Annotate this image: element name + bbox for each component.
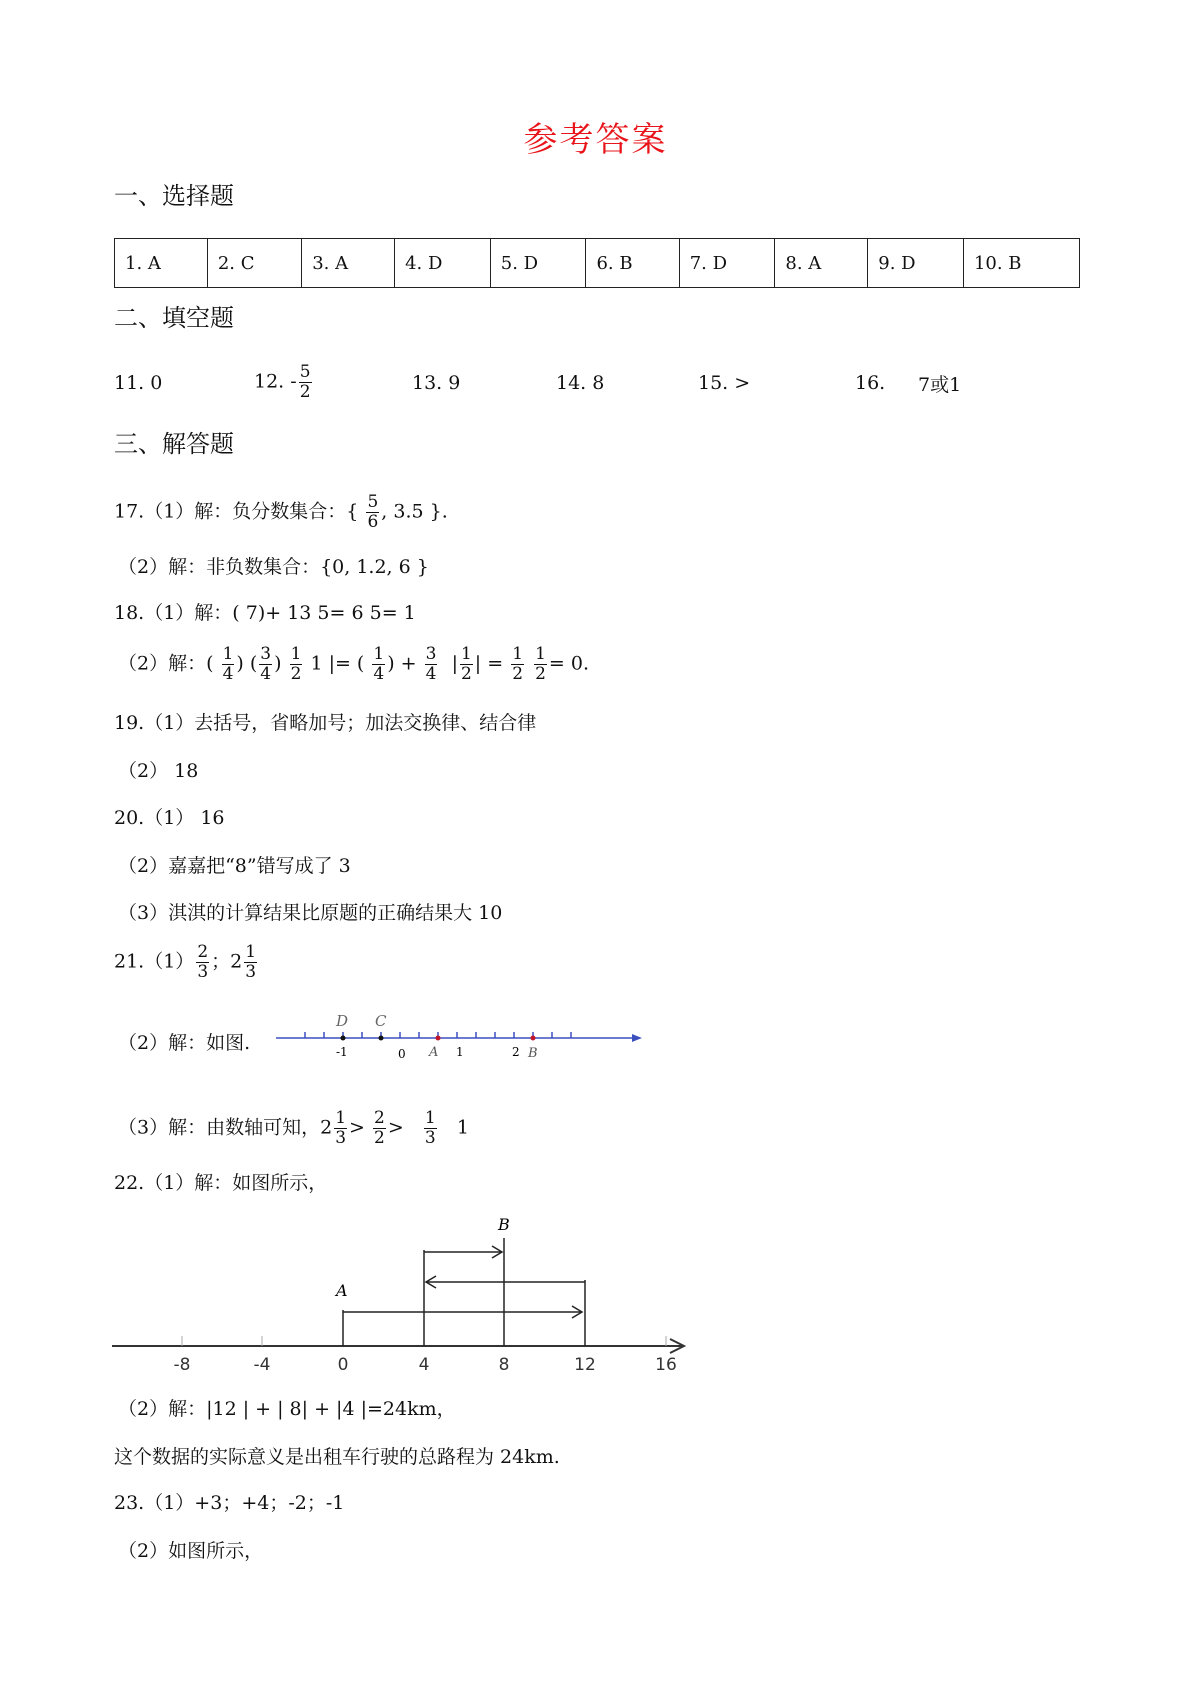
fraction bbox=[222, 646, 235, 683]
label-b: B bbox=[498, 1215, 510, 1234]
answer-cell: 9. D bbox=[868, 239, 964, 288]
choice-answer-table bbox=[114, 238, 1080, 288]
answer-cell: 5. D bbox=[490, 239, 586, 288]
tick-label-2: 2 bbox=[512, 1045, 520, 1059]
q17-part2: （2）解：非负数集合：{0, 1.2, 6 } bbox=[118, 556, 429, 578]
fraction bbox=[424, 1110, 437, 1147]
denominator: 6 bbox=[367, 512, 379, 532]
answer-cell: 8. A bbox=[775, 239, 868, 288]
tick-label: -4 bbox=[253, 1355, 271, 1375]
tick-label: 12 bbox=[574, 1355, 596, 1375]
fill-answer-11: 11. 0 bbox=[114, 372, 163, 394]
denominator: 3 bbox=[424, 1128, 436, 1148]
numerator: 1 bbox=[335, 1108, 347, 1128]
text: ) bbox=[274, 652, 282, 675]
answer-cell: 3. A bbox=[302, 239, 395, 288]
fill-12-prefix: 12. - bbox=[254, 370, 297, 393]
label-b: B bbox=[528, 1046, 538, 1061]
text: 1 |= ( bbox=[310, 652, 365, 675]
tick-label-1: 1 bbox=[456, 1045, 464, 1059]
tick-label: -8 bbox=[173, 1355, 191, 1375]
answer-cell: 10. B bbox=[963, 239, 1079, 288]
q18-part1: 18.（1）解：( 7)+ 13 5= 6 5= 1 bbox=[114, 602, 416, 624]
text: ) + bbox=[387, 652, 417, 675]
section-heading-choice: 一、选择题 bbox=[114, 182, 234, 210]
q17-text: 17.（1）解：负分数集合：{ bbox=[114, 500, 359, 523]
q17-text-rest: , 3.5 }. bbox=[381, 500, 448, 523]
point-a bbox=[436, 1036, 441, 1041]
q22-part1: 22.（1）解：如图所示， bbox=[114, 1172, 328, 1194]
q19-part1: 19.（1）去括号，省略加号；加法交换律、结合律 bbox=[114, 712, 537, 734]
text: （2）解：( bbox=[118, 652, 214, 675]
fill-answer-16-label: 16. bbox=[855, 372, 886, 394]
q20-part2: （2）嘉嘉把“8”错写成了 3 bbox=[118, 855, 351, 877]
point-c bbox=[379, 1036, 384, 1041]
fraction bbox=[425, 646, 438, 683]
section-heading-solve: 三、解答题 bbox=[114, 430, 234, 458]
text: = 0. bbox=[548, 652, 590, 675]
q20-part1: 20.（1） 16 bbox=[114, 807, 225, 829]
text: > bbox=[349, 1116, 365, 1139]
number-line-figure bbox=[276, 1008, 656, 1063]
section-heading-fill: 二、填空题 bbox=[114, 304, 234, 332]
text: ) ( bbox=[236, 652, 258, 675]
numerator: 3 bbox=[425, 644, 437, 664]
denominator: 4 bbox=[425, 664, 437, 684]
axis-arrow bbox=[632, 1034, 642, 1042]
label-d: D bbox=[336, 1012, 349, 1030]
numerator: 1 bbox=[290, 644, 302, 664]
numerator: 5 bbox=[367, 492, 379, 512]
label-a: A bbox=[429, 1045, 439, 1060]
text: | bbox=[451, 652, 458, 675]
q21-part2: （2）解：如图. bbox=[118, 1032, 251, 1054]
fraction bbox=[244, 944, 257, 981]
text: | = bbox=[474, 652, 504, 675]
fraction bbox=[366, 494, 379, 531]
answer-cell: 2. C bbox=[207, 239, 301, 288]
answer-cell: 1. A bbox=[115, 239, 208, 288]
text: ；2 bbox=[211, 950, 243, 973]
tick-label: 16 bbox=[655, 1355, 677, 1375]
taxi-route-figure bbox=[112, 1208, 702, 1378]
point-b bbox=[531, 1036, 536, 1041]
q23-part1: 23.（1）+3；+4；-2；-1 bbox=[114, 1492, 345, 1514]
fill-answer-15: 15. > bbox=[698, 372, 751, 394]
numerator: 1 bbox=[535, 644, 546, 664]
answer-cell: 4. D bbox=[395, 239, 491, 288]
q23-part2: （2）如图所示， bbox=[118, 1540, 264, 1562]
fraction bbox=[460, 646, 473, 683]
denominator: 2 bbox=[460, 664, 472, 684]
q18-part2 bbox=[118, 646, 589, 683]
fraction bbox=[511, 646, 524, 683]
denominator: 2 bbox=[535, 664, 546, 684]
numerator: 1 bbox=[373, 644, 385, 664]
q20-part3: （3）淇淇的计算结果比原题的正确结果大 10 bbox=[118, 902, 503, 924]
denominator: 3 bbox=[245, 962, 257, 982]
page-title: 参考答案 bbox=[523, 120, 668, 160]
route-lines bbox=[343, 1238, 585, 1346]
tick-label: 4 bbox=[418, 1355, 430, 1375]
q19-part2: （2） 18 bbox=[118, 760, 199, 782]
q17-part1 bbox=[114, 494, 448, 531]
denominator: 4 bbox=[260, 664, 272, 684]
q22-part3: 这个数据的实际意义是出租车行驶的总路程为 24km. bbox=[114, 1446, 560, 1468]
fraction bbox=[290, 646, 303, 683]
denominator: 3 bbox=[197, 962, 209, 982]
q21-part1 bbox=[114, 944, 259, 981]
point-d bbox=[341, 1036, 346, 1041]
label-a: A bbox=[336, 1281, 348, 1300]
numerator: 2 bbox=[197, 942, 209, 962]
fill-answer-16: 7或1 bbox=[918, 374, 962, 396]
answer-cell: 6. B bbox=[586, 239, 679, 288]
text: 21.（1） bbox=[114, 950, 195, 973]
denominator: 3 bbox=[335, 1128, 347, 1148]
fraction bbox=[372, 646, 385, 683]
numerator: 2 bbox=[373, 1108, 385, 1128]
text: > bbox=[387, 1116, 404, 1139]
q22-part2: （2）解：|12 | + | 8| + |4 |=24km， bbox=[118, 1398, 456, 1420]
fraction bbox=[299, 364, 312, 401]
fraction bbox=[196, 944, 209, 981]
fraction bbox=[334, 1110, 347, 1147]
fraction bbox=[373, 1110, 386, 1147]
label-c: C bbox=[375, 1012, 387, 1030]
denominator: 2 bbox=[290, 664, 302, 684]
numerator: 1 bbox=[222, 644, 234, 664]
tick-label-minus1: -1 bbox=[336, 1045, 348, 1059]
tick-label-0: 0 bbox=[398, 1047, 406, 1061]
numerator: 1 bbox=[245, 942, 257, 962]
denominator: 4 bbox=[222, 664, 234, 684]
denominator: 2 bbox=[512, 664, 524, 684]
numerator: 1 bbox=[512, 644, 524, 664]
fill-answer-12 bbox=[254, 364, 314, 401]
tick-label: 8 bbox=[498, 1355, 510, 1375]
denominator: 2 bbox=[373, 1128, 385, 1148]
fill-answer-13: 13. 9 bbox=[412, 372, 461, 394]
fraction bbox=[534, 646, 547, 683]
answer-cell: 7. D bbox=[679, 239, 775, 288]
denominator: 2 bbox=[299, 382, 311, 402]
denominator: 4 bbox=[373, 664, 385, 684]
text: 1 bbox=[456, 1116, 469, 1139]
numerator: 5 bbox=[299, 362, 311, 382]
fraction bbox=[259, 646, 272, 683]
tick-label: 0 bbox=[337, 1355, 349, 1375]
numerator: 1 bbox=[424, 1108, 436, 1128]
numerator: 3 bbox=[260, 644, 272, 664]
numerator: 1 bbox=[460, 644, 472, 664]
q21-part3 bbox=[118, 1110, 469, 1147]
fill-answer-14: 14. 8 bbox=[556, 372, 605, 394]
text: （3）解：由数轴可知，2 bbox=[118, 1116, 333, 1139]
